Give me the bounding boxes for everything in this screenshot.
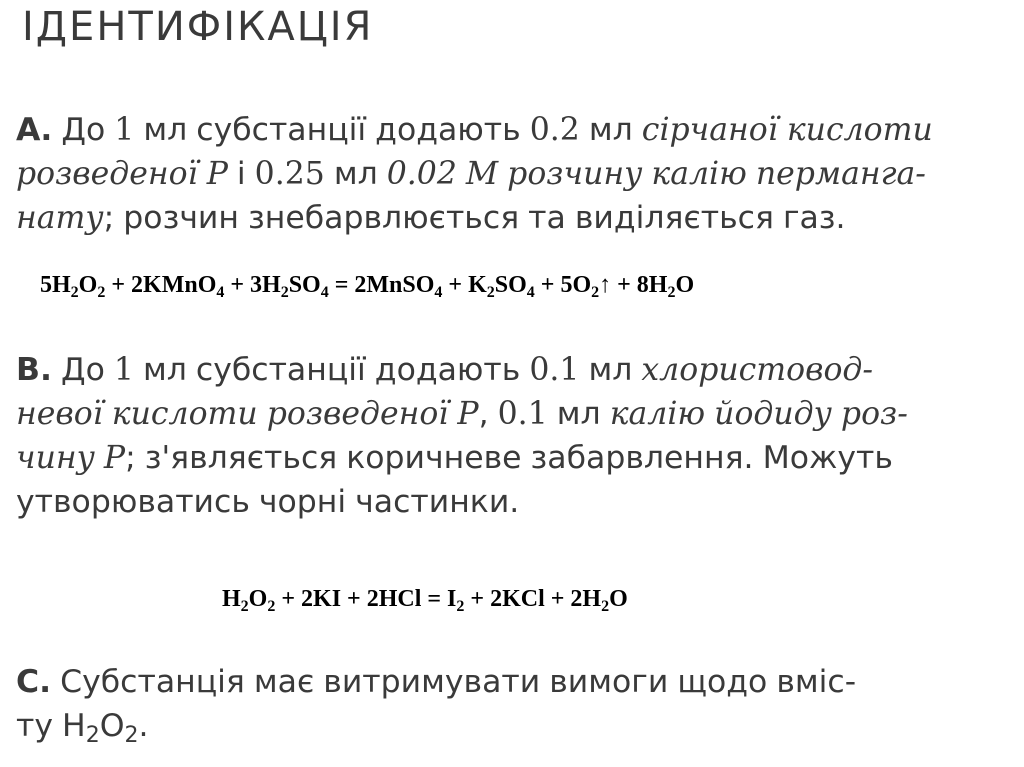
text: мл субстанції додають	[134, 112, 530, 148]
eq-sub: 4	[434, 284, 443, 301]
section-b-line-2	[16, 392, 908, 436]
eq-part: SO	[494, 272, 527, 298]
eq-part: + K	[442, 272, 487, 298]
eq-part: + 2KMnO	[105, 272, 217, 298]
text: .	[138, 708, 149, 744]
eq-part: + 2KCl + 2H	[464, 586, 602, 612]
eq-part: O	[609, 586, 628, 612]
eq-part: SO	[288, 272, 321, 298]
eq-sub: 2	[280, 284, 289, 301]
eq-sub: 2	[486, 284, 495, 301]
section-a-line-1	[16, 108, 933, 152]
section-c-paragraph	[16, 660, 856, 748]
slide-title: ІДЕНТИФІКАЦІЯ	[22, 4, 374, 50]
section-c-line-1	[16, 660, 856, 704]
number: 0.1	[529, 352, 580, 388]
text: мл	[324, 156, 387, 192]
italic-text: хлористовод-	[641, 352, 874, 388]
italic-text: невої кислоти розведеної Р	[16, 396, 479, 432]
eq-sub: 2	[267, 598, 276, 615]
eq-sub: 2	[667, 284, 676, 301]
eq-part: = 2MnSO	[328, 272, 435, 298]
section-c-line-2	[16, 704, 856, 748]
text: До	[52, 112, 115, 148]
text: До	[51, 352, 114, 388]
equation-b	[222, 586, 628, 613]
section-a-line-2	[16, 152, 933, 196]
number: 1	[114, 112, 135, 148]
section-b-paragraph	[16, 348, 908, 524]
eq-part: + 3H	[224, 272, 281, 298]
italic-text: розведеної Р	[16, 156, 228, 192]
text: Субстанція має витримувати вимоги щодо вміс-	[51, 664, 857, 700]
text: ; з'являється коричневе забарвлення. Можуть	[125, 440, 893, 476]
section-a-label: А.	[16, 112, 53, 148]
section-b-line-1	[16, 348, 908, 392]
eq-part: H	[222, 586, 241, 612]
eq-sub: 2	[456, 598, 465, 615]
italic-text: чину Р	[16, 440, 126, 476]
eq-sub: 2	[97, 284, 106, 301]
number: 1	[113, 352, 134, 388]
section-a-line-3	[16, 196, 933, 240]
eq-sub: 2	[240, 598, 249, 615]
eq-sub: 4	[320, 284, 329, 301]
subscript: 2	[124, 723, 139, 748]
section-c-label: С.	[16, 664, 52, 700]
italic-text: сірчаної кислоти	[641, 112, 933, 148]
eq-part: + 2KI + 2HCl = I	[275, 586, 457, 612]
eq-sub: 4	[526, 284, 535, 301]
section-b-line-4	[16, 480, 908, 524]
eq-sub: 4	[216, 284, 225, 301]
eq-part: + 5O	[534, 272, 592, 298]
eq-part: O	[78, 272, 98, 298]
eq-part: ↑ + 8H	[599, 272, 668, 298]
text: ; розчин знебарвлюється та виділяється газ.	[103, 200, 846, 236]
eq-sub: 2	[601, 598, 610, 615]
eq-sub: 2	[70, 284, 79, 301]
text: ,	[478, 396, 498, 432]
eq-sub: 2	[591, 284, 600, 301]
italic-text: нату	[16, 200, 104, 236]
number: 0.25	[254, 156, 325, 192]
text: O	[99, 708, 125, 744]
eq-part: O	[248, 586, 268, 612]
eq-part: O	[675, 272, 695, 298]
section-b-label: B.	[16, 352, 52, 388]
text: і	[227, 156, 255, 192]
equation-a	[40, 272, 694, 299]
text: ту H	[16, 708, 86, 744]
number: 0.1	[497, 396, 548, 432]
section-a-paragraph	[16, 108, 933, 240]
number: 0.2	[529, 112, 580, 148]
italic-text: калію йодиду роз-	[609, 396, 908, 432]
section-b-line-3	[16, 436, 908, 480]
text: мл	[579, 352, 642, 388]
text: мл	[579, 112, 642, 148]
eq-part: 5H	[40, 272, 71, 298]
subscript: 2	[85, 723, 100, 748]
italic-text: 0.02 М розчину калію перманга-	[386, 156, 926, 192]
text: мл	[547, 396, 610, 432]
text: мл субстанції додають	[133, 352, 530, 388]
text: утворюватись чорні частинки.	[16, 484, 520, 520]
